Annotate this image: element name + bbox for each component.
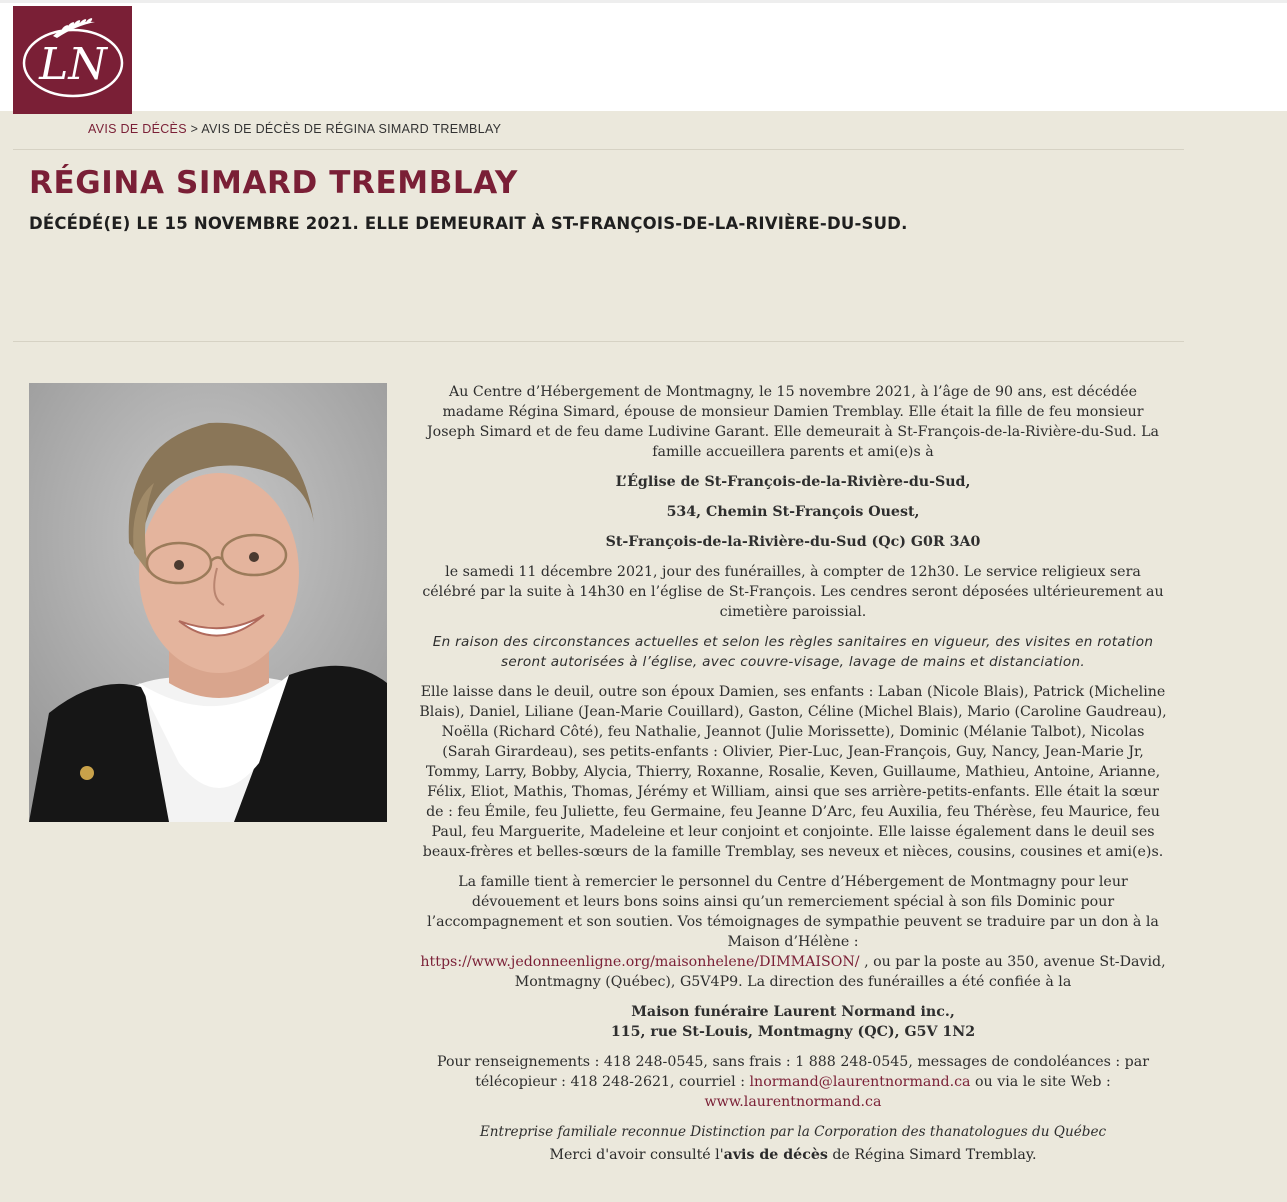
portrait-photo [29,383,387,822]
funeral-schedule: le samedi 11 décembre 2021, jour des funérailles, à compter de 12h30. Le service religieux sera célébré par la suite à 14h30 en l’église de St-François. Les cendres seront déposées ultérieurement au cimetière paroissial. [422,564,1164,620]
family-survivors: Elle laisse dans le deuil, outre son époux Damien, ses enfants : Laban (Nicole Blais), Patrick (Micheline Blais), Daniel, Liliane (Jean-Marie Couillard), Gaston, Céline (Michel Blais), Mario (Caroline Gaudreau), Noëlla (Richard Côté), feu Nathalie, Jeannot (Julie Morissette), Dominic (Mélanie Talbot), Nicolas (Sarah Girardeau), ses petits-enfants : Olivier, Pier-Luc, Jean-François, Guy, Nancy, Jean-Marie Jr, Tommy, Larry, Bobby, Alycia, Thierry, Roxanne, Rosalie, Keven, Guillaume, Mathieu, Antoine, Arianne, Félix, Eliot, Mathis, Thomas, Jérémy et William, ainsi que ses arrière-petits-enfants. Elle était la sœur de : feu Émile, feu Juliette, feu Germaine, feu Jeanne D’Arc, feu Auxilia, feu Thérèse, feu Maurice, feu Paul, feu Marguerite, Madeleine et leur conjoint et conjointe. Elle laisse également dans le deuil ses beaux-frères et belles-sœurs de la famille Tremblay, ses neveux et nièces, cousins, cousines et ami(e)s. [419,684,1167,860]
visitation-place-city: St-François-de-la-Rivière-du-Sud (Qc) G0R 3A0 [605,534,981,550]
thanks-text: La famille tient à remercier le personnel du Centre d’Hébergement de Montmagny pour leur dévouement et leurs bons soins ainsi qu’un remerciement spécial à son fils Dominic pour l’accompagnement et son soutien. Vos témoignages de sympathie peuvent se traduire par un don à la Maison d’Hélène : [427,874,1159,950]
funeral-home-address: 115, rue St-Louis, Montmagny (QC), G5V 1N2 [610,1024,976,1040]
funeral-home [418,1002,1168,1042]
contact-after-text: ou via le site Web : [970,1074,1111,1090]
site-header [0,0,1287,111]
site-logo[interactable] [13,6,132,114]
breadcrumb-link-avis[interactable]: AVIS DE DÉCÈS [88,122,187,136]
obituary-content [418,382,1168,1152]
funeral-home-name: Maison funéraire Laurent Normand inc., [631,1004,955,1020]
sanitary-notice: En raison des circonstances actuelles et selon les règles sanitaires en vigueur, des visites en rotation seront autorisées à l’église, avec couvre-visage, lavage de mains et distanciation. [432,634,1154,670]
page-subtitle: DÉCÉDÉ(E) LE 15 NOVEMBRE 2021. ELLE DEMEURAIT À ST-FRANÇOIS-DE-LA-RIVIÈRE-DU-SUD. [29,214,908,233]
visitation-place-address: 534, Chemin St-François Ouest, [666,504,920,520]
contact-info [418,1052,1168,1112]
divider-top [13,149,1184,150]
divider-bottom [13,341,1184,342]
logo-monogram: LN [39,39,107,90]
footer-thanks [418,1147,1168,1163]
footer-suffix: de Régina Simard Tremblay. [827,1147,1037,1163]
breadcrumb-current: AVIS DE DÉCÈS DE RÉGINA SIMARD TREMBLAY [201,122,502,136]
obituary-intro: Au Centre d’Hébergement de Montmagny, le 15 novembre 2021, à l’âge de 90 ans, est décédée madame Régina Simard, épouse de monsieur Damien Tremblay. Elle était la fille de feu monsieur Joseph Simard et de feu dame Ludivine Garant. Elle demeurait à St-François-de-la-Rivière-du-Sud. La famille accueillera parents et ami(e)s à [427,384,1159,460]
distinction-note: Entreprise familiale reconnue Distinction par la Corporation des thanatologues du Québec [479,1124,1107,1140]
email-link[interactable]: lnormand@laurentnormand.ca [749,1074,971,1090]
donation-link[interactable]: https://www.jedonneenligne.org/maisonhelene/DIMMAISON/ [420,954,860,970]
breadcrumb [88,122,501,136]
footer-bold: avis de décès [723,1147,828,1163]
breadcrumb-separator: > [190,122,199,136]
page-title: RÉGINA SIMARD TREMBLAY [29,165,518,201]
website-link[interactable]: www.laurentnormand.ca [704,1094,882,1110]
contact-text: Pour renseignements : 418 248-0545, sans frais : 1 888 248-0545, messages de condoléances : par télécopieur : 418 248-2621, courriel : [437,1054,1149,1090]
laurel-branch-icon [53,17,95,38]
visitation-place-name: L’Église de St-François-de-la-Rivière-du-Sud, [615,474,971,490]
donation-after-text: , ou par la poste au 350, avenue St-David, Montmagny (Québec), G5V4P9. La direction des funérailles a été confiée à la [514,954,1166,990]
thanks-and-donation [418,872,1168,992]
footer-prefix: Merci d'avoir consulté l' [549,1147,724,1163]
